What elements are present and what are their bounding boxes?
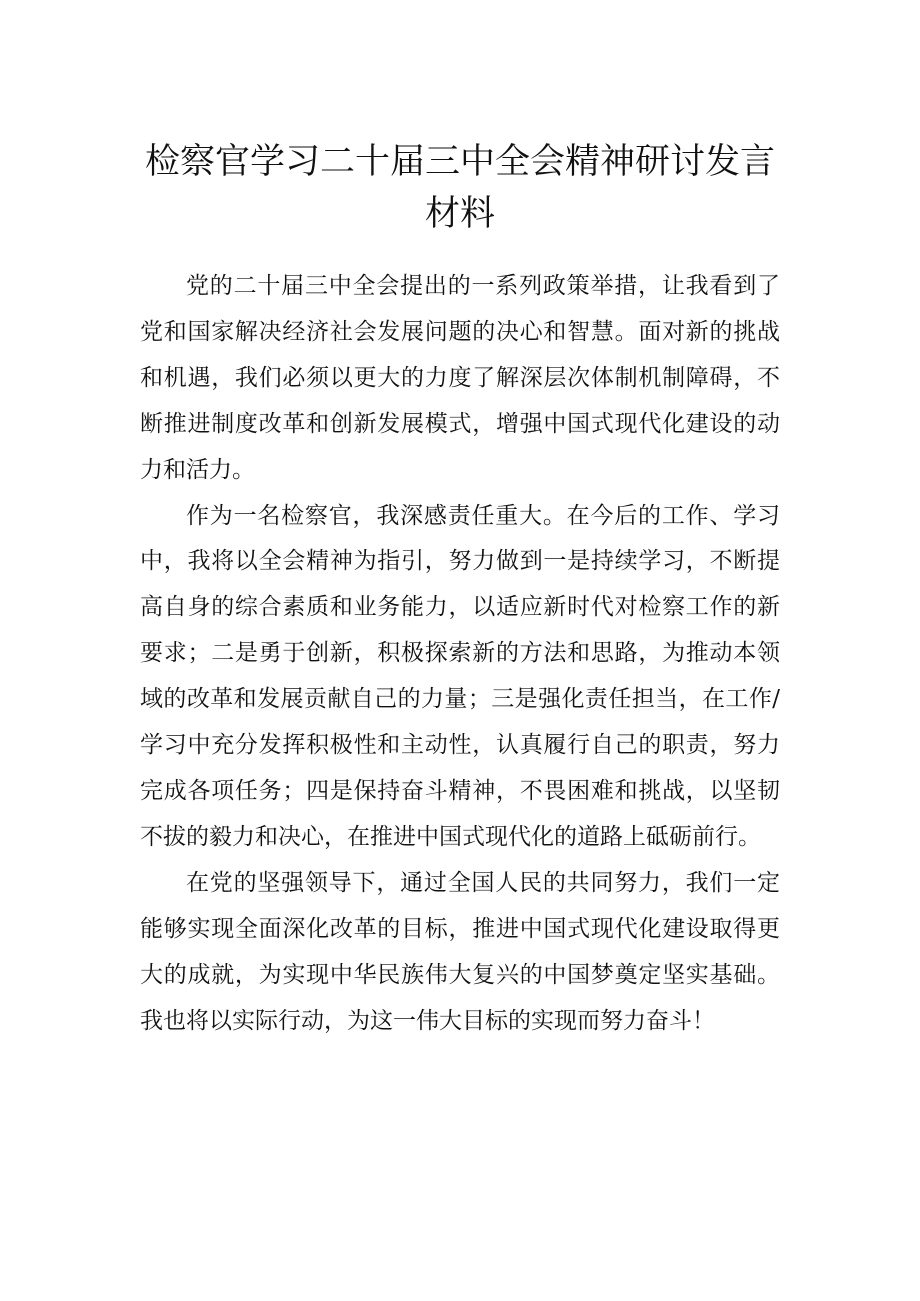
title-line-2: 材料 <box>424 194 495 234</box>
paragraph-2: 作为一名检察官，我深感责任重大。在今后的工作、学习中，我将以全会精神为指引，努力做到一是持续学习，不断提高自身的综合素质和业务能力，以适应新时代对检察工作的新要求；二是勇于创新，积极探索新的方法和思路，为推动本领域的改革和发展贡献自己的力量；三是强化责任担当，在工作/学习中充分发挥积极性和主动性，认真履行自己的职责，努力完成各项任务；四是保持奋斗精神，不畏困难和挑战，以坚韧不拔的毅力和决心，在推进中国式现代化的道路上砥砺前行。 <box>140 502 780 850</box>
document-title <box>140 136 780 240</box>
paragraph-3: 在党的坚强领导下，通过全国人民的共同努力，我们一定能够实现全面深化改革的目标，推进中国式现代化建设取得更大的成就，为实现中华民族伟大复兴的中国梦奠定坚实基础。我也将以实际行动，为这一伟大目标的实现而努力奋斗！ <box>140 869 780 1034</box>
document-body <box>140 264 780 1044</box>
title-line-1: 检察官学习二十届三中全会精神研讨发言 <box>144 142 775 182</box>
paragraph-1: 党的二十届三中全会提出的一系列政策举措，让我看到了党和国家解决经济社会发展问题的决心和智慧。面对新的挑战和机遇，我们必须以更大的力度了解深层次体制机制障碍，不断推进制度改革和创新发展模式，增强中国式现代化建设的动力和活力。 <box>140 273 780 483</box>
